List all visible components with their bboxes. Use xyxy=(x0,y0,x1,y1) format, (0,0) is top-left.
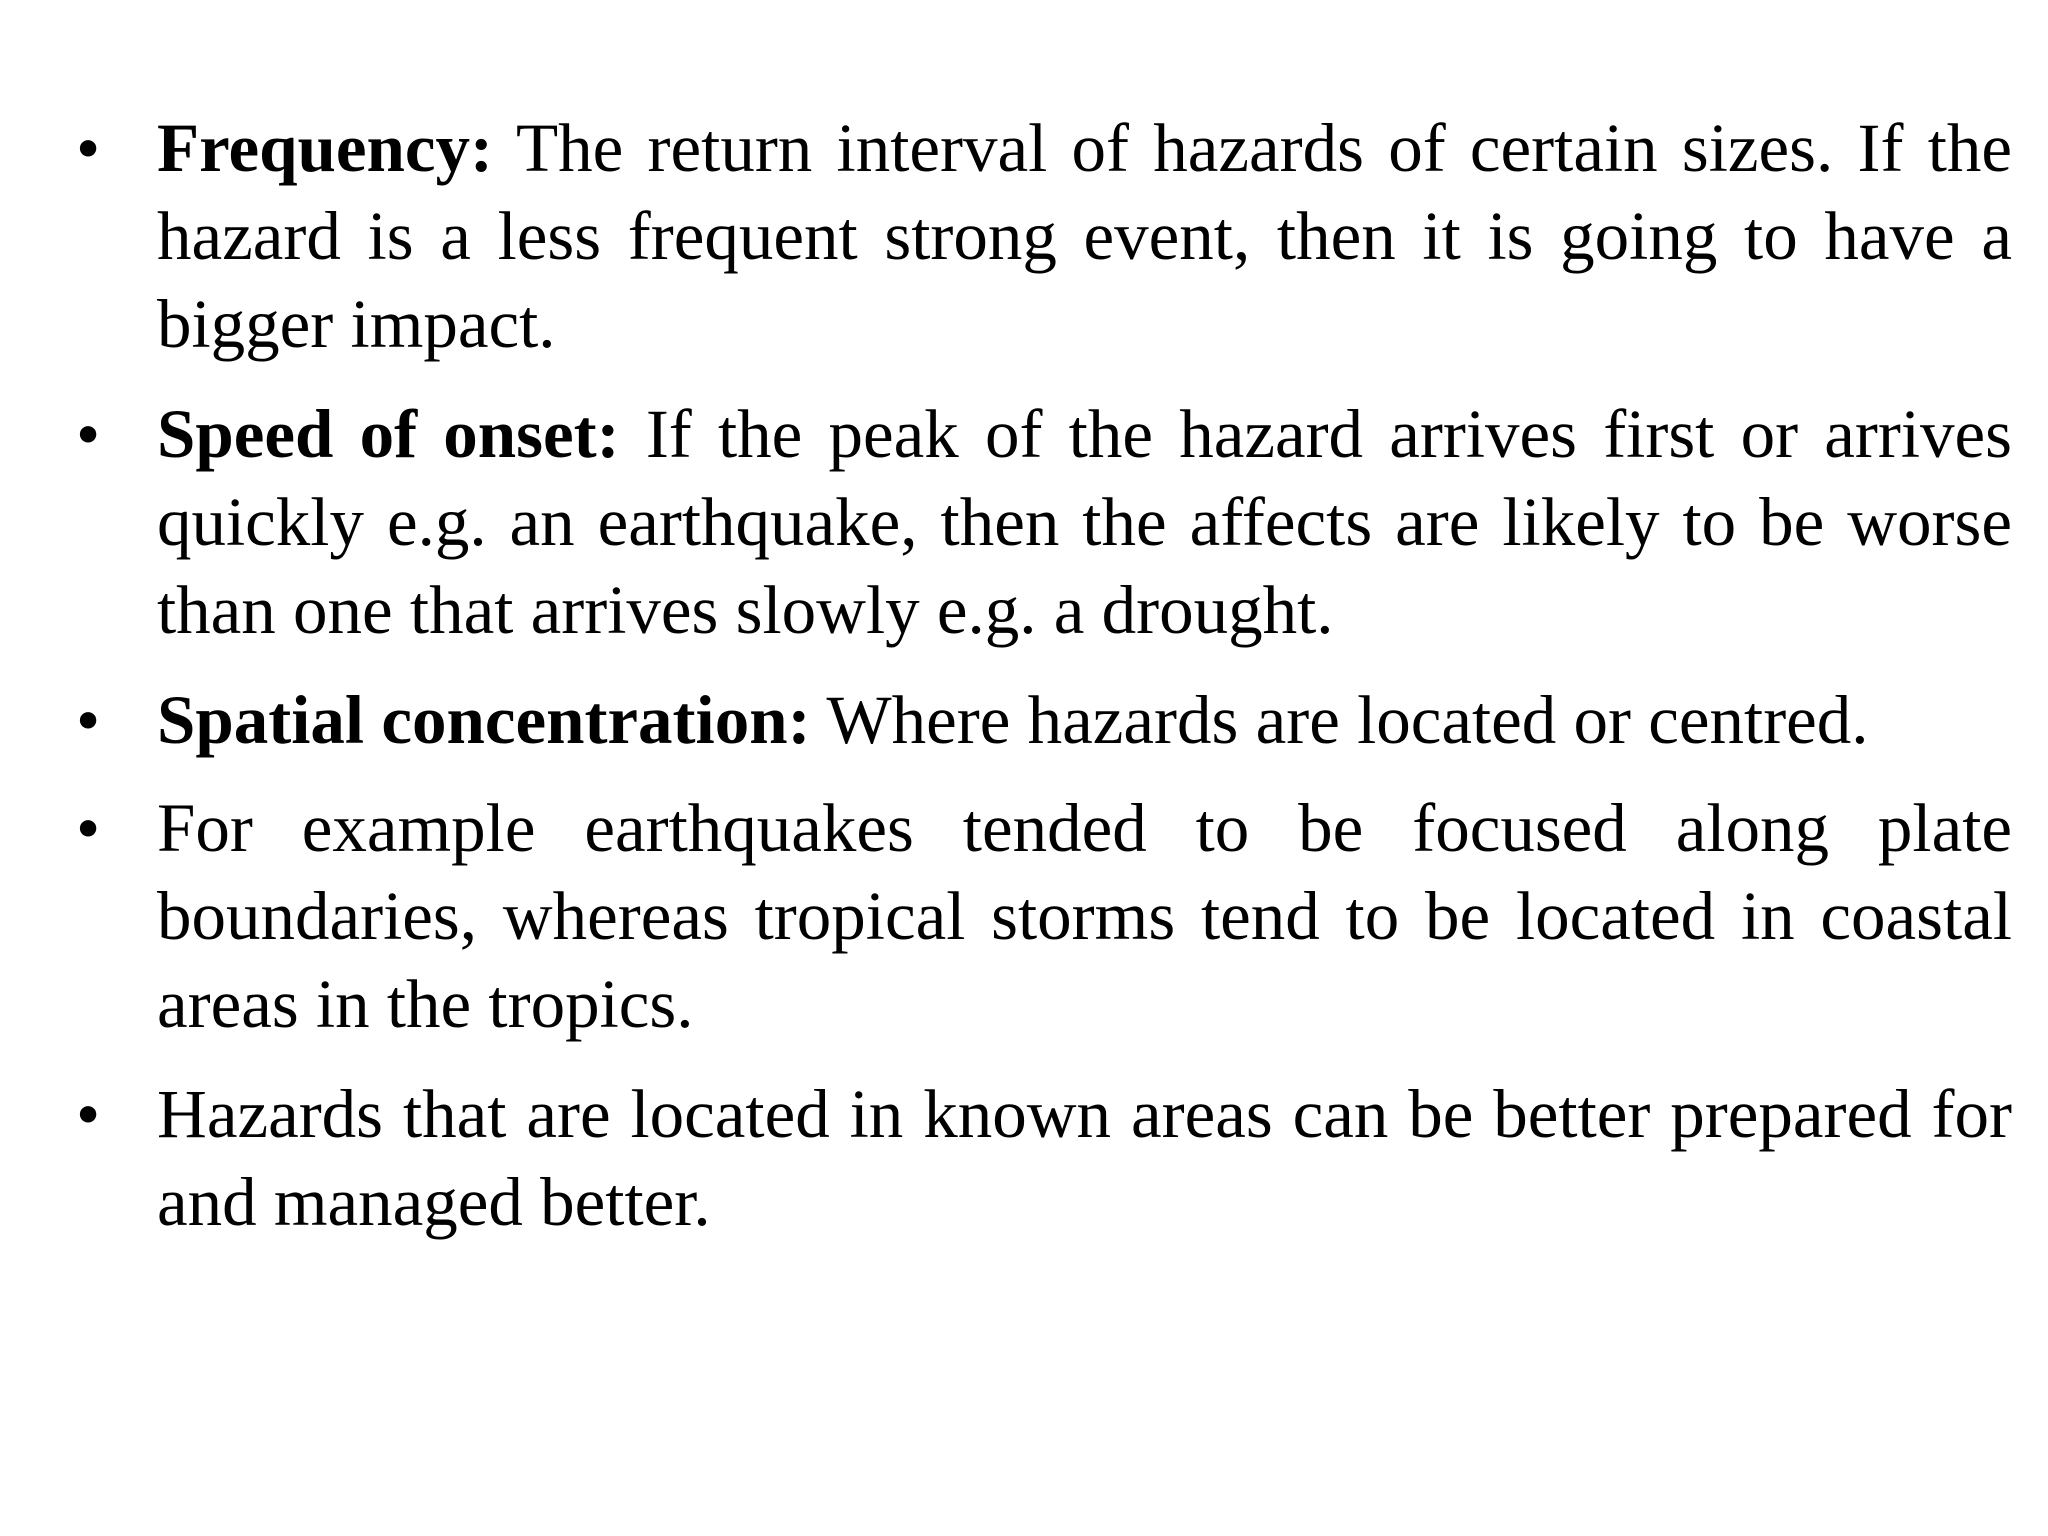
bullet-icon: • xyxy=(76,790,101,866)
bullet-icon: • xyxy=(76,1076,101,1152)
bullet-term: Speed of onset: xyxy=(157,396,620,472)
bullet-text: Hazards that are located in known areas can be better prepared for and managed better. xyxy=(157,1076,2012,1240)
bullet-term: Spatial concentration: xyxy=(157,682,811,758)
bullet-icon: • xyxy=(76,682,101,758)
bullet-icon: • xyxy=(76,110,101,186)
bullet-icon: • xyxy=(76,396,101,472)
bullet-text: If the peak of the hazard arrives first or arrives quickly e.g. an earthquake, then the affects are likely to be worse than one that arrives slowly e.g. a drought. xyxy=(157,396,2012,648)
bullet-item-example xyxy=(0,784,2012,1048)
bullet-item-frequency xyxy=(0,104,2012,368)
bullet-text: Where hazards are located or centred. xyxy=(810,682,1869,758)
bullet-item-speed-of-onset xyxy=(0,390,2012,654)
bullet-term: Frequency: xyxy=(157,110,494,186)
bullet-item-spatial-concentration xyxy=(0,676,2012,764)
bullet-list xyxy=(0,104,2012,1246)
bullet-text: The return interval of hazards of certain sizes. If the hazard is a less frequent strong event, then it is going to have a bigger impact. xyxy=(157,110,2012,362)
bullet-text: For example earthquakes tended to be focused along plate boundaries, whereas tropical storms tend to be located in coastal areas in the tropics. xyxy=(157,790,2012,1042)
bullet-item-known-areas xyxy=(0,1070,2012,1246)
